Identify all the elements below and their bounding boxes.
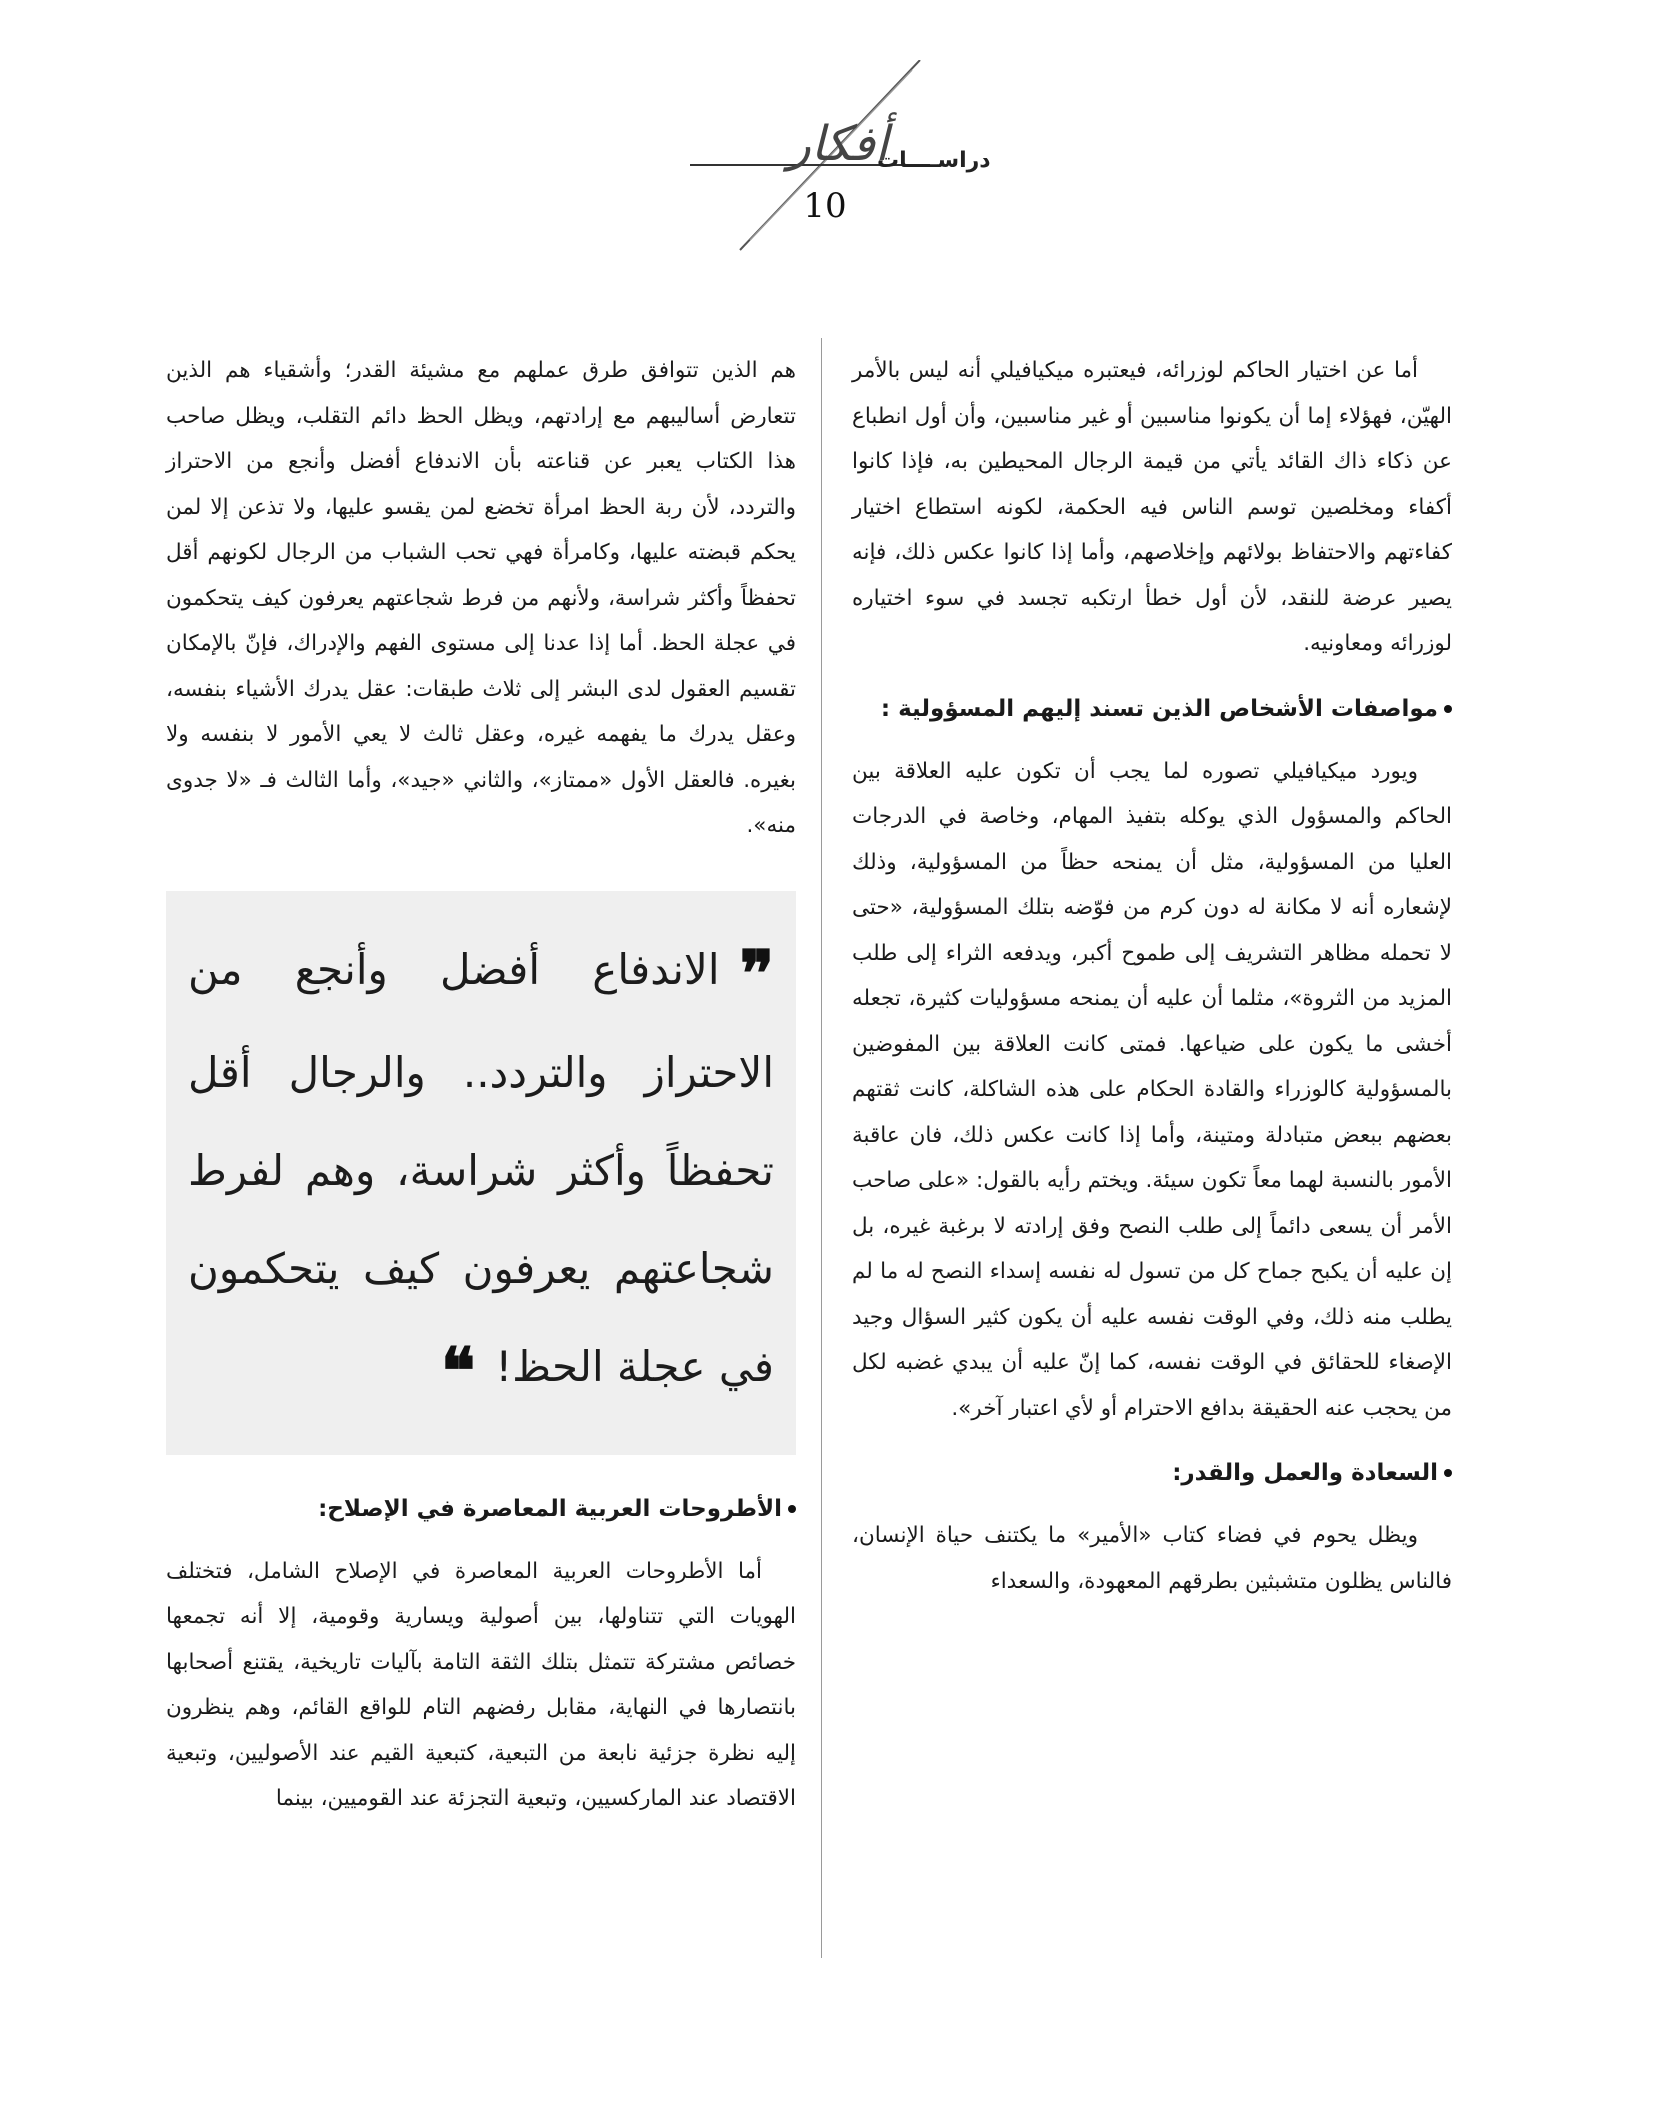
close-quote-icon: ❝	[440, 1333, 476, 1409]
left-column	[166, 348, 796, 1822]
section-heading	[166, 1489, 796, 1529]
pull-quote-body	[188, 921, 774, 1421]
section-heading	[852, 1453, 1452, 1493]
pull-quote	[166, 891, 796, 1455]
page-number: 10	[803, 186, 847, 226]
pull-quote-text: الاندفاع أفضل وأنجع من الاحتراز والتردد.. والرجال أقل تحفظاً وأكثر شراسة، وهم لفرط شجاعتهم يعرفون كيف يتحكمون في عجلة الحظ!	[188, 944, 774, 1391]
open-quote-icon: ❞	[739, 936, 774, 1012]
heading-text: السعادة والعمل والقدر:	[1172, 1460, 1438, 1486]
logo-text: أفكار	[787, 116, 889, 172]
paragraph: هم الذين تتوافق طرق عملهم مع مشيئة القدر؛ وأشقياء هم الذين تتعارض أساليبهم مع إرادتهم، ويظل الحظ دائم التقلب، ويظل صاحب هذا الكتاب يعبر عن قناعته بأن الاندفاع أفضل وأنجع من الاحتراز والتردد، لأن ربة الحظ امرأة تخضع لمن يقسو عليها، ولا تذعن إلا لمن يحكم قبضته عليها، وكامرأة فهي تحب الشباب من الرجال لكونهم أقل تحفظاً وأكثر شراسة، ولأنهم من فرط شجاعتهم يعرفون كيف يتحكمون في عجلة الحظ. أما إذا عدنا إلى مستوى الفهم والإدراك، فإنّ بالإمكان تقسيم العقول لدى البشر إلى ثلاث طبقات: عقل يدرك الأشياء بنفسه، وعقل يدرك ما يفهمه غيره، وعقل ثالث لا يعي الأمور لا بنفسه ولا بغيره. فالعقل الأول «ممتاز»، والثاني «جيد»، وأما الثالث فـ «لا جدوى منه».	[166, 358, 796, 838]
heading-text: مواصفات الأشخاص الذين تسند إليهم المسؤولية :	[880, 695, 1438, 722]
right-column	[852, 348, 1452, 1604]
section-label: دراســــات	[877, 148, 991, 173]
page-header	[0, 0, 1654, 260]
column-divider	[821, 338, 822, 1958]
paragraph: أما الأطروحات العربية المعاصرة في الإصلاح الشامل، فتختلف الهويات التي تتناولها، بين أصولية ويسارية وقومية، إلا أنه تجمعها خصائص مشتركة تتمثل بتلك الثقة التامة بآليات تاريخية، يقتنع أصحابها بانتصارها في النهاية، مقابل رفضهم التام للواقع القائم، وهم ينظرون إليه نظرة جزئية نابعة من التبعية، كتبعية القيم عند الأصوليين، وتبعية الاقتصاد عند الماركسيين، وتبعية التجزئة عند القوميين، بينما	[166, 1558, 796, 1811]
paragraph: ويظل يحوم في فضاء كتاب «الأمير» ما يكتنف حياة الإنسان، فالناس يظلون متشبثين بطرقهم المعهودة، والسعداء	[852, 1523, 1452, 1594]
section-heading	[852, 689, 1452, 729]
heading-text: الأطروحات العربية المعاصرة في الإصلاح:	[318, 1495, 782, 1522]
paragraph: ويورد ميكيافيلي تصوره لما يجب أن تكون عليه العلاقة بين الحاكم والمسؤول الذي يوكله بتفيذ المهام، وخاصة في الدرجات العليا من المسؤولية، مثل أن يمنحه حظاً من المسؤولية، وذلك لإشعاره أنه لا مكانة له دون كرم من فوّضه بتلك المسؤولية، «حتى لا تحمله مظاهر التشريف إلى طموح أكبر، ويدفعه الثراء إلى طلب المزيد من الثروة»، مثلما أن عليه أن يمنحه مسؤوليات كثيرة، تجعله أخشى ما يكون على ضياعها. فمتى كانت العلاقة بين المفوضين بالمسؤولية كالوزراء والقادة الحكام على هذه الشاكلة، كانت ثقتهم بعضهم ببعض متبادلة ومتينة، وأما إذا كانت عكس ذلك، فان عاقبة الأمور بالنسبة لهما معاً تكون سيئة. ويختم رأيه بالقول: «على صاحب الأمر أن يسعى دائماً إلى طلب النصح وفق إرادته لا برغبة غيره، بل إن عليه أن يكبح جماح كل من تسول له نفسه إسداء النصح له ما لم يطلب منه ذلك، وفي الوقت نفسه عليه أن يكون كثير السؤال وجيد الإصغاء للحقائق في الوقت نفسه، كما إنّ عليه أن يبدي غضبه لكل من يحجب عنه الحقيقة بدافع الاحترام أو لأي اعتبار آخر».	[852, 758, 1452, 1421]
paragraph: أما عن اختيار الحاكم لوزرائه، فيعتبره ميكيافيلي أنه ليس بالأمر الهيّن، فهؤلاء إما أن يكونوا مناسبين أو غير مناسبين، وأن أول انطباع عن ذكاء ذاك القائد يأتي من قيمة الرجال المحيطين به، فإذا كانوا أكفاء ومخلصين توسم الناس فيه الحكمة، لكونه استطاع اختيار كفاءتهم والاحتفاظ بولائهم وإخلاصهم، وأما إذا كانوا عكس ذلك، فإنه يصير عرضة للنقد، لأن أول خطأ ارتكبه تجسد في سوء اختياره لوزرائه ومعاونيه.	[852, 358, 1452, 656]
